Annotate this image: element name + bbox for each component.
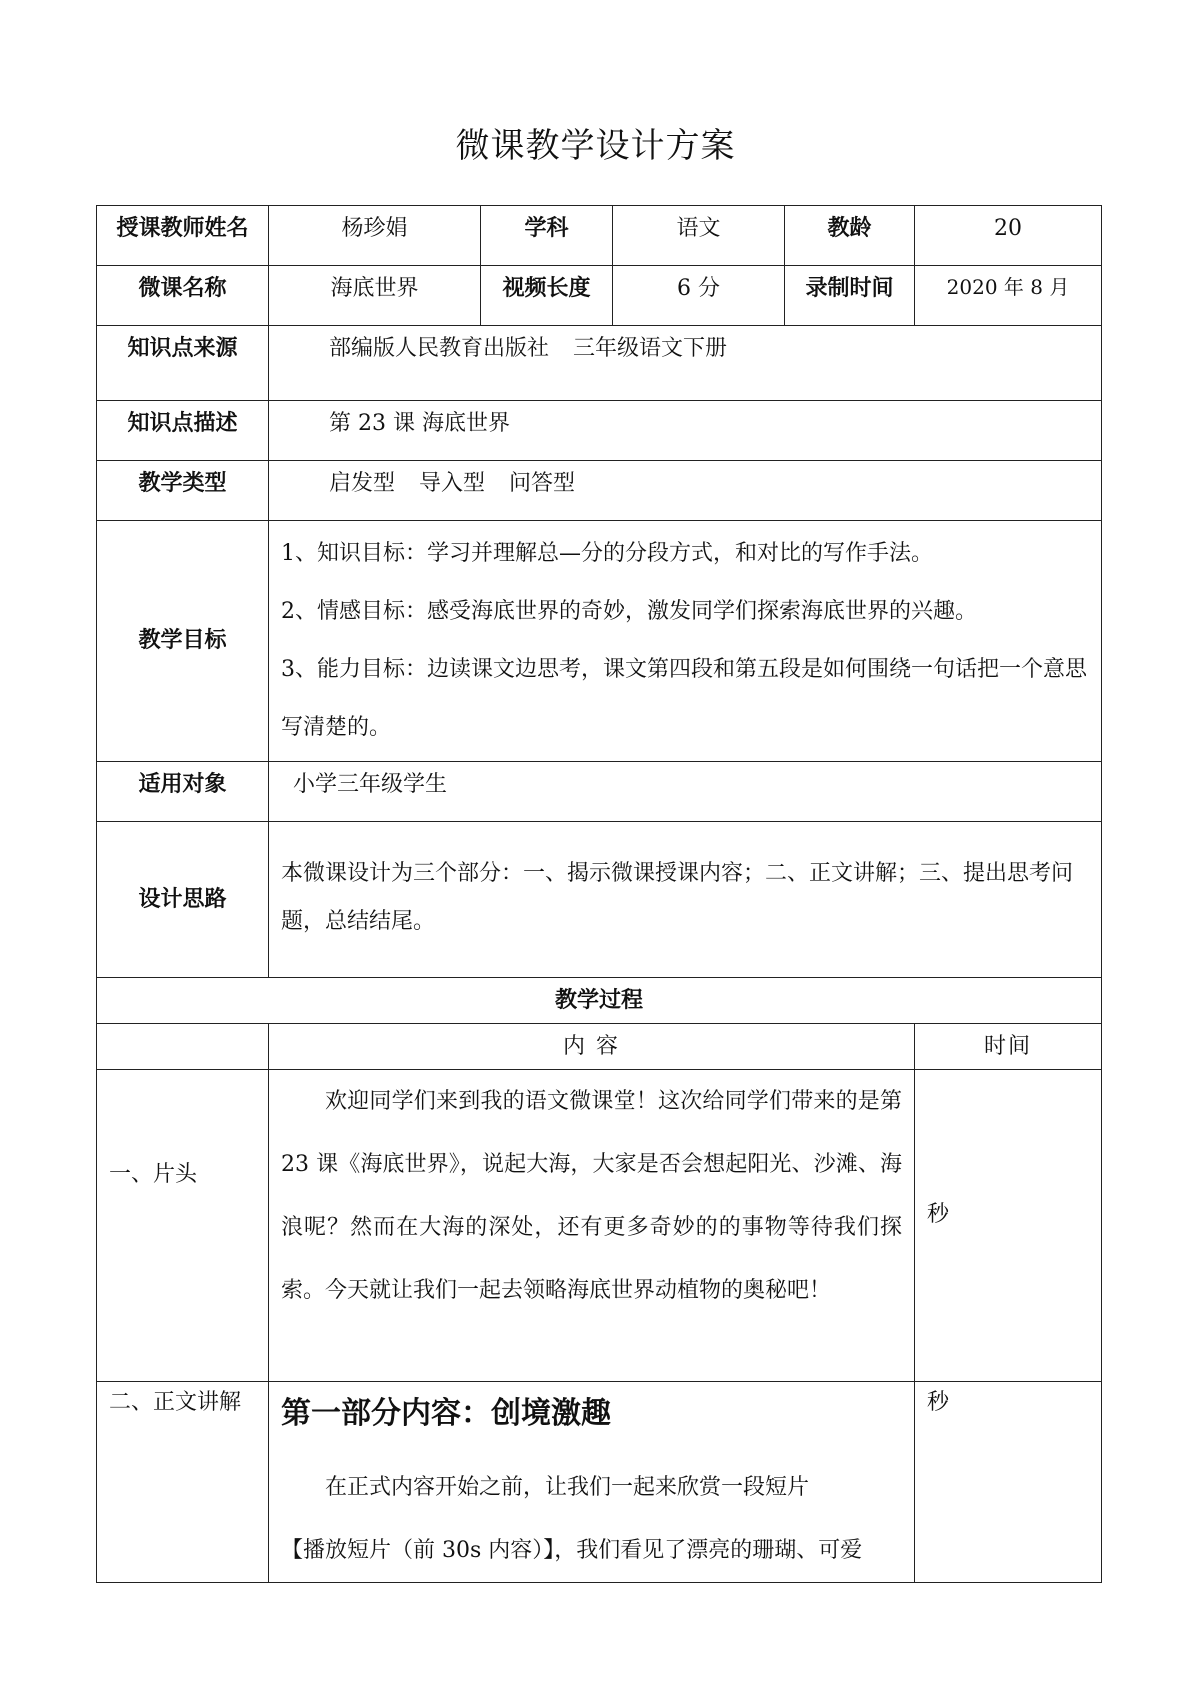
recorded-value: 2020 年 8 月 <box>915 266 1102 326</box>
stage-time: 秒 <box>915 1382 1102 1583</box>
subject-value: 语文 <box>613 206 785 266</box>
stage-text-line: 在正式内容开始之前，让我们一起来欣赏一段短片 <box>325 1475 810 1500</box>
type-item: 问答型 <box>509 471 576 496</box>
row-process-columns <box>97 1024 1102 1070</box>
process-time-header: 时间 <box>915 1024 1102 1070</box>
goals-label: 教学目标 <box>97 521 269 762</box>
type-item: 启发型 <box>329 471 396 496</box>
stage-content <box>269 1070 915 1382</box>
row-types <box>97 461 1102 521</box>
process-header: 教学过程 <box>97 978 1102 1024</box>
stage-label: 二、正文讲解 <box>97 1382 269 1583</box>
lesson-plan-table <box>96 205 1102 1583</box>
goal-item: 3、能力目标：边读课文边思考，课文第四段和第五段是如何围绕一句话把一个意思写清楚的。 <box>281 657 1087 740</box>
duration-label: 视频长度 <box>481 266 613 326</box>
part-title: 第一部分内容：创境激趣 <box>281 1396 611 1431</box>
goals-value <box>269 521 1102 762</box>
goal-item: 1、知识目标：学习并理解总—分的分段方式，和对比的写作手法。 <box>281 541 933 566</box>
stage-time: 秒 <box>915 1070 1102 1382</box>
subject-label: 学科 <box>481 206 613 266</box>
row-design <box>97 822 1102 978</box>
course-label: 微课名称 <box>97 266 269 326</box>
source-value <box>269 326 1102 401</box>
source-label: 知识点来源 <box>97 326 269 401</box>
process-stage-header <box>97 1024 269 1070</box>
teacher-value: 杨珍娟 <box>269 206 481 266</box>
duration-value: 6 分 <box>613 266 785 326</box>
description-label: 知识点描述 <box>97 401 269 461</box>
recorded-label: 录制时间 <box>785 266 915 326</box>
types-value <box>269 461 1102 521</box>
row-process-header <box>97 978 1102 1024</box>
process-content-header: 内 容 <box>269 1024 915 1070</box>
page-title: 微课教学设计方案 <box>455 126 736 166</box>
goal-item: 2、情感目标：感受海底世界的奇妙，激发同学们探索海底世界的兴趣。 <box>281 599 977 624</box>
types-label: 教学类型 <box>97 461 269 521</box>
source-book: 三年级语文下册 <box>573 336 728 361</box>
row-process-intro <box>97 1070 1102 1382</box>
design-value <box>269 822 1102 978</box>
design-label: 设计思路 <box>97 822 269 978</box>
row-teacher <box>97 206 1102 266</box>
audience-label: 适用对象 <box>97 762 269 822</box>
stage-content <box>269 1382 915 1583</box>
source-publisher: 部编版人民教育出版社 <box>329 336 550 361</box>
type-item: 导入型 <box>419 471 486 496</box>
row-goals <box>97 521 1102 762</box>
description-value: 第 23 课 海底世界 <box>269 401 1102 461</box>
row-process-main <box>97 1382 1102 1583</box>
row-description <box>97 401 1102 461</box>
experience-value: 20 <box>915 206 1102 266</box>
experience-label: 教龄 <box>785 206 915 266</box>
course-value: 海底世界 <box>269 266 481 326</box>
teacher-label: 授课教师姓名 <box>97 206 269 266</box>
row-audience <box>97 762 1102 822</box>
stage-label: 一、片头 <box>97 1070 269 1382</box>
row-course <box>97 266 1102 326</box>
audience-value: 小学三年级学生 <box>269 762 1102 822</box>
stage-text: 欢迎同学们来到我的语文微课堂！这次给同学们带来的是第 23 课《海底世界》，说起大海，大家是否会想起阳光、沙滩、海浪呢？然而在大海的深处，还有更多奇妙的的事物等待我们探索。今天就让我们一起去领略海底世界动植物的奥秘吧！ <box>281 1089 902 1303</box>
row-source <box>97 326 1102 401</box>
design-text: 本微课设计为三个部分：一、揭示微课授课内容；二、正文讲解；三、提出思考问题，总结结尾。 <box>281 861 1074 934</box>
stage-text-line: 【播放短片（前 30s 内容）】，我们看见了漂亮的珊瑚、可爱 <box>281 1538 863 1563</box>
